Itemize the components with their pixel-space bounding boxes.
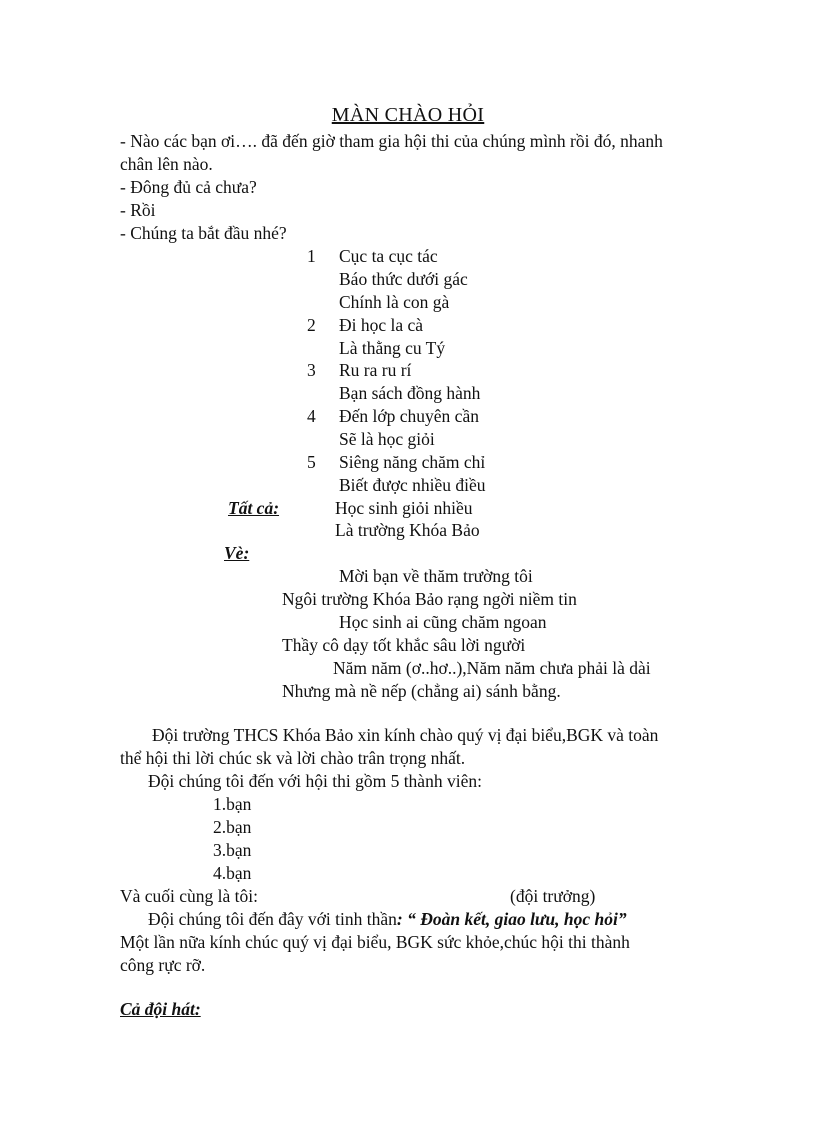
verse-number: 2	[307, 315, 316, 335]
all-line-1: Học sinh giỏi nhiều	[335, 498, 473, 518]
ve-line: Thầy cô dạy tốt khắc sâu lời người	[282, 635, 526, 655]
verse-line: Đến lớp chuyên cần	[339, 406, 479, 426]
verse-line: Ru ra ru rí	[339, 360, 412, 380]
ve-line: Năm năm (ơ..hơ..),Năm năm chưa phải là dài	[333, 658, 651, 678]
verse-number: 4	[307, 406, 316, 426]
greeting-line-2: thể hội thi lời chúc sk và lời chào trân trọng nhất.	[120, 748, 466, 768]
verse-line: Bạn sách đồng hành	[339, 383, 481, 403]
intro-line-2: chân lên nào.	[120, 154, 213, 174]
verse-line: Báo thức dưới gác	[339, 269, 468, 289]
intro-line-3: - Đông đủ cả chưa?	[120, 177, 257, 197]
ve-line: Ngôi trường Khóa Bảo rạng ngời niềm tin	[282, 589, 577, 609]
member-item: 2.bạn	[213, 817, 252, 837]
member-item: 1.bạn	[213, 794, 252, 814]
closing-line-2: công rực rỡ.	[120, 955, 206, 975]
member-item: 4.bạn	[213, 863, 252, 883]
verse-line: Biết được nhiều điều	[339, 475, 486, 495]
verse-number: 3	[307, 360, 316, 380]
verse-line: Cục ta cục tác	[339, 246, 438, 266]
closing-line-1: Một lần nữa kính chúc quý vị đại biểu, BGK sức khỏe,chúc hội thi thành	[120, 932, 630, 952]
verse-line: Là thằng cu Tý	[339, 338, 446, 358]
verse-line: Siêng năng chăm chỉ	[339, 452, 486, 472]
spirit-prefix: Đội chúng tôi đến đây với tinh thần	[148, 909, 397, 929]
all-line-2: Là trường Khóa Bảo	[335, 520, 480, 540]
spirit-quote: : “ Đoàn kết, giao lưu, học hỏi”	[396, 909, 627, 929]
ve-line: Mời bạn về thăm trường tôi	[339, 566, 533, 586]
intro-line-5: - Chúng ta bắt đầu nhé?	[120, 223, 287, 243]
captain-label: (đội trưởng)	[510, 886, 596, 906]
verse-number: 5	[307, 452, 316, 472]
greeting-line-3: Đội chúng tôi đến với hội thi gồm 5 thành viên:	[148, 771, 482, 791]
ve-label: Vè:	[224, 543, 250, 563]
song-label: Cả đội hát:	[120, 999, 201, 1019]
greeting-line-1: Đội trường THCS Khóa Bảo xin kính chào quý vị đại biểu,BGK và toàn	[152, 725, 659, 745]
last-member-label: Và cuối cùng là tôi:	[120, 886, 259, 906]
ve-line: Học sinh ai cũng chăm ngoan	[339, 612, 547, 632]
verse-number: 1	[307, 246, 316, 266]
spirit-line	[148, 908, 627, 930]
verse-line: Sẽ là học giỏi	[339, 429, 435, 449]
ve-line: Nhưng mà nề nếp (chẳng ai) sánh bằng.	[282, 681, 561, 701]
verse-line: Đi học la cà	[339, 315, 424, 335]
member-item: 3.bạn	[213, 840, 252, 860]
intro-line-4: - Rồi	[120, 200, 156, 220]
verse-line: Chính là con gà	[339, 292, 450, 312]
intro-line-1: - Nào các bạn ơi…. đã đến giờ tham gia hội thi của chúng mình rồi đó, nhanh	[120, 131, 663, 151]
page-title: MÀN CHÀO HỎI	[331, 104, 485, 126]
all-label: Tất cả:	[228, 498, 280, 518]
